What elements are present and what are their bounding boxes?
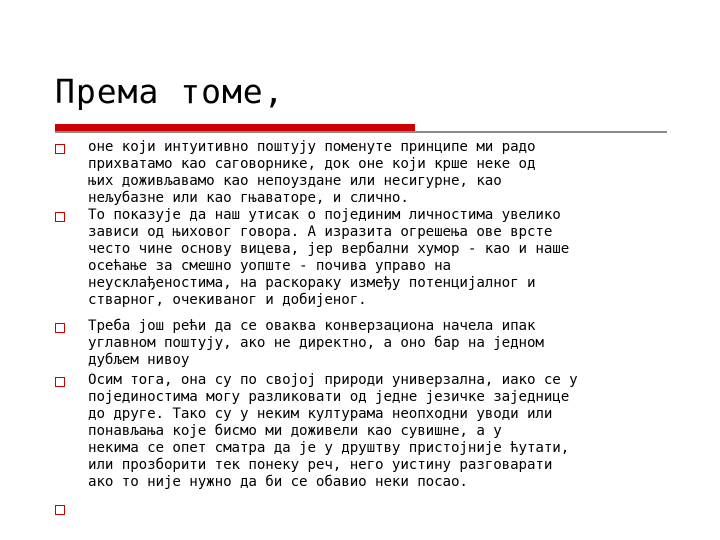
paragraph-line: То показује да наш утисак о појединим личностима увелико — [88, 207, 561, 223]
title-underline-rule — [55, 131, 667, 133]
paragraph-line: ако то није нужно да би се обавио неки посао. — [88, 474, 468, 490]
bullet-marker-icon — [55, 377, 65, 387]
paragraph-line: појединостима могу разликовати од једне језичке заједнице — [88, 389, 570, 405]
paragraph-line: осећање за смешно уопште - почива управо на — [88, 258, 451, 274]
paragraph-line: стварног, очекиваног и добијеног. — [88, 292, 367, 308]
paragraph-line: или прозборити тек понеку реч, него уистину разговарати — [88, 457, 553, 473]
paragraph-line: оне који интуитивно поштују поменуте принципе ми радо — [88, 139, 536, 155]
paragraph-line: њих доживљавамо као непоуздане или несигурне, као — [88, 173, 502, 189]
paragraph-line: Треба још рећи да се оваква конверзациона начела ипак — [88, 318, 536, 334]
paragraph-line: некима се опет сматра да је у друштву пристојније ћутати, — [88, 440, 570, 456]
bullet-marker-icon — [55, 212, 65, 222]
paragraph-line: нељубазне или као гњаваторе, и слично. — [88, 190, 409, 206]
paragraph-line: дубљем нивоу — [88, 352, 190, 368]
bullet-paragraph-1 — [88, 139, 678, 207]
bullet-marker-icon — [55, 144, 65, 154]
slide-title: Према томе, — [55, 72, 285, 111]
paragraph-line: Осим тога, она су по својој природи универзална, иако се у — [88, 372, 578, 388]
paragraph-line: прихватамо као саговорнике, док оне који крше неке од — [88, 156, 536, 172]
bullet-paragraph-4 — [88, 372, 678, 491]
paragraph-line: зависи од њиховог говора. А изразита огрешења ове врсте — [88, 224, 553, 240]
bullet-paragraph-2 — [88, 207, 678, 309]
bullet-paragraph-3 — [88, 318, 678, 369]
paragraph-line: често чине основу вицева, јер вербални хумор - као и наше — [88, 241, 570, 257]
paragraph-line: углавном поштују, ако не директно, а оно бар на једном — [88, 335, 544, 351]
bullet-marker-icon — [55, 323, 65, 333]
bullet-marker-icon — [55, 505, 65, 515]
paragraph-line: понављања које бисмо ми доживели као сувишне, а у — [88, 423, 502, 439]
paragraph-line: до друге. Тако су у неким културама неопходни уводи или — [88, 406, 553, 422]
paragraph-line: неусклађеностима, на раскораку између потенцијалног и — [88, 275, 536, 291]
title-accent-rule — [55, 124, 415, 131]
